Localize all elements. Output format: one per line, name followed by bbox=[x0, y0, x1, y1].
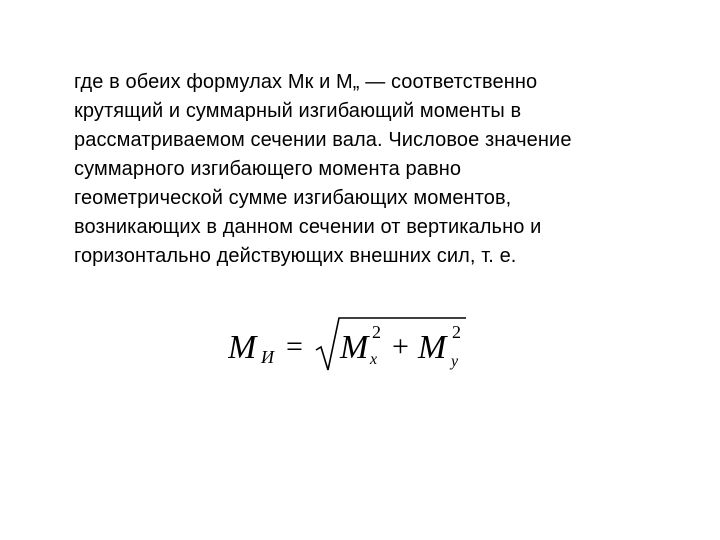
paragraph-line-1: где в обеих формулах Мк и М„ — соответственно bbox=[74, 71, 538, 93]
formula-lhs-subscript: И bbox=[261, 347, 274, 367]
paragraph-line-7: горизонтально действующих внешних сил, т. е. bbox=[74, 245, 517, 267]
formula-image bbox=[228, 316, 478, 376]
paragraph-line-4: суммарного изгибающего момента равно bbox=[74, 158, 462, 180]
formula-equals: = bbox=[286, 330, 303, 363]
formula-term1-power: 2 bbox=[372, 322, 381, 342]
formula-term2-power: 2 bbox=[452, 322, 461, 342]
paragraph-line-2: крутящий и суммарный изгибающий моменты в bbox=[74, 100, 522, 122]
paragraph-line-6: возникающих в данном сечении от вертикально и bbox=[74, 216, 542, 238]
formula-lhs-symbol: M bbox=[228, 329, 257, 366]
formula-plus: + bbox=[392, 330, 409, 363]
body-paragraph bbox=[74, 68, 684, 271]
paragraph-line-5: геометрической сумме изгибающих моментов, bbox=[74, 187, 512, 209]
formula-term2-subscript: y bbox=[451, 353, 459, 370]
paragraph-line-3: рассматриваемом сечении вала. Числовое значение bbox=[74, 129, 572, 151]
formula-term1-symbol: M bbox=[340, 329, 369, 366]
formula-term2-symbol: M bbox=[418, 329, 447, 366]
formula-term1-subscript: x bbox=[370, 351, 378, 368]
formula-svg bbox=[228, 316, 478, 376]
